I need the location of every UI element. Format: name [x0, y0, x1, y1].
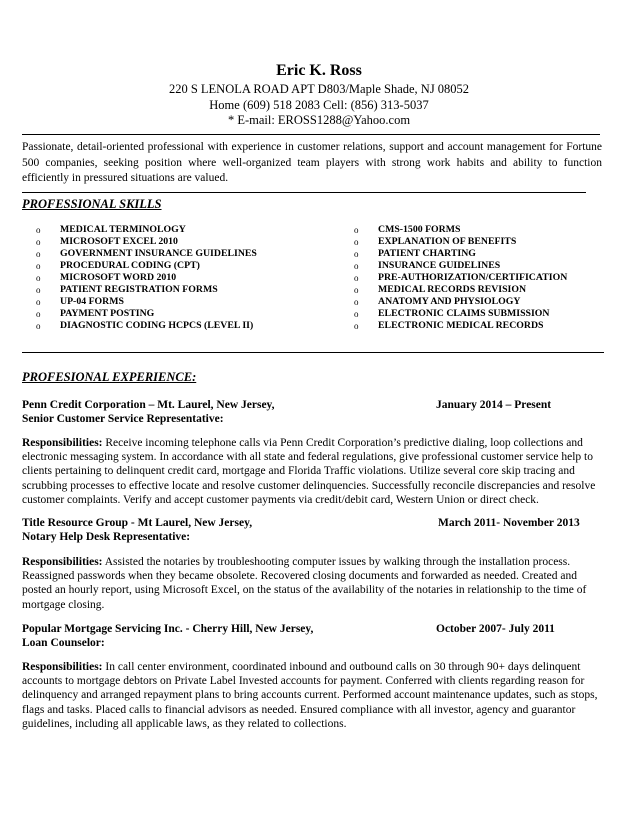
candidate-name: Eric K. Ross	[276, 62, 362, 79]
divider	[22, 192, 586, 193]
responsibilities-label: Responsibilities:	[22, 437, 103, 449]
skill-item	[354, 224, 567, 236]
skill-label: ANATOMY AND PHYSIOLOGY	[378, 296, 521, 307]
skill-item	[354, 272, 567, 284]
phone-line: Home (609) 518 2083 Cell: (856) 313-5037	[209, 98, 429, 112]
skill-label: ELECTRONIC CLAIMS SUBMISSION	[378, 308, 550, 319]
skill-label: PATIENT CHARTING	[378, 248, 476, 259]
bullet: o	[354, 297, 359, 307]
skill-item	[36, 236, 257, 248]
skills-list-right	[354, 224, 567, 332]
skill-item	[354, 296, 567, 308]
skill-label: MICROSOFT WORD 2010	[60, 272, 177, 283]
skill-item	[354, 248, 567, 260]
bullet: o	[354, 237, 359, 247]
bullet: o	[354, 273, 359, 283]
skill-item	[36, 248, 257, 260]
skill-label: UP-04 FORMS	[60, 296, 124, 307]
skill-label: PRE-AUTHORIZATION/CERTIFICATION	[378, 272, 568, 283]
skill-item	[36, 308, 257, 320]
skills-list-left	[36, 224, 257, 332]
responsibilities-text: In call center environment, coordinated inbound and outbound calls on 30 through 90+ days delinquent accounts to mortgage debtors on Private Label Invested accounts for payment. Conferred with clients regarding reason for delinquency and arranged repayment plans to bring accounts current. Performed account maintenance updates, such as stops, flags and tasks. Placed calls to financial advisors as needed. Ensured compliance with all investor, agency and guarantor guidelines, including all applicable laws, as they related to collections.	[22, 661, 598, 730]
skill-item	[36, 296, 257, 308]
skill-label: MEDICAL TERMINOLOGY	[60, 224, 186, 235]
skill-item	[354, 236, 567, 248]
address-line: 220 S LENOLA ROAD APT D803/Maple Shade, NJ 08052	[168, 82, 470, 96]
section-title-skills: PROFESSIONAL SKILLS	[22, 197, 162, 211]
job-role: Loan Counselor:	[22, 637, 105, 649]
skill-label: GOVERNMENT INSURANCE GUIDELINES	[60, 248, 257, 259]
skill-item	[36, 224, 257, 236]
job-dates: March 2011- November 2013	[438, 517, 580, 529]
job-dates: January 2014 – Present	[436, 399, 552, 411]
skill-label: PAYMENT POSTING	[60, 308, 155, 319]
bullet: o	[36, 273, 41, 283]
bullet: o	[36, 285, 41, 295]
job-responsibilities	[22, 436, 608, 507]
bullet: o	[36, 309, 41, 319]
bullet: o	[36, 225, 41, 235]
job-responsibilities	[22, 555, 608, 612]
skill-label: DIAGNOSTIC CODING HCPCS (LEVEL II)	[60, 320, 254, 331]
job-responsibilities	[22, 660, 608, 731]
job-role: Senior Customer Service Representative:	[22, 413, 224, 425]
bullet: o	[354, 249, 359, 259]
responsibilities-text: Receive incoming telephone calls via Penn Credit Corporation’s predictive dialing, loop collections and electronic messaging system. In accordance with all state and federal regulations, give professional customer service help to clients pertaining to delinquent credit card, mortgage and Florida Traffic violations. Utilize several core skip tracing and scrubbing processes to effective locate and resolve customer delinquencies. Successfully reconcile discrepancies and resolve customer complaints. Verify and accept customer payments via credit/debit card, Western Union or direct check.	[22, 437, 596, 506]
skill-item	[354, 260, 567, 272]
divider	[22, 134, 600, 135]
skill-label: EXPLANATION OF BENEFITS	[378, 236, 517, 247]
skill-item	[354, 320, 567, 332]
section-title-experience: PROFESIONAL EXPERIENCE:	[22, 370, 197, 384]
skill-item	[36, 272, 257, 284]
responsibilities-text: Assisted the notaries by troubleshooting computer issues by walking through the installation process. Reassigned passwords when they became obsolete. Recovered closing documents and forwarded as needed. Created and posted an hourly report, using Microsoft Excel, on the status of the availability of the notaries in relationship to the time of mortgage closing.	[22, 556, 587, 611]
responsibilities-label: Responsibilities:	[22, 556, 103, 568]
job-company: Title Resource Group - Mt Laurel, New Jersey,	[22, 517, 253, 529]
job-header	[22, 516, 602, 544]
bullet: o	[36, 261, 41, 271]
job-dates: October 2007- July 2011	[436, 623, 555, 635]
skill-label: INSURANCE GUIDELINES	[378, 260, 501, 271]
skill-label: CMS-1500 FORMS	[378, 224, 461, 235]
skill-item	[36, 260, 257, 272]
divider	[22, 352, 604, 353]
bullet: o	[354, 261, 359, 271]
responsibilities-label: Responsibilities:	[22, 661, 103, 673]
skill-label: MEDICAL RECORDS REVISION	[378, 284, 527, 295]
job-header	[22, 622, 602, 650]
bullet: o	[354, 225, 359, 235]
skill-item	[354, 284, 567, 296]
job-header	[22, 398, 602, 426]
skill-label: ELECTRONIC MEDICAL RECORDS	[378, 320, 544, 331]
bullet: o	[354, 285, 359, 295]
job-company: Popular Mortgage Servicing Inc. - Cherry Hill, New Jersey,	[22, 623, 314, 635]
skill-item	[36, 320, 257, 332]
bullet: o	[36, 249, 41, 259]
skill-label: MICROSOFT EXCEL 2010	[60, 236, 178, 247]
job-role: Notary Help Desk Representative:	[22, 531, 191, 543]
skill-item	[36, 284, 257, 296]
skill-label: PATIENT REGISTRATION FORMS	[60, 284, 218, 295]
bullet: o	[36, 297, 41, 307]
bullet: o	[36, 237, 41, 247]
bullet: o	[354, 321, 359, 331]
summary-paragraph: Passionate, detail-oriented professional with experience in customer relations, support and account management for Fortune 500 companies, seeking position where well-organized team players with strong work habits and ability to function efficiently in pressured situations are valued.	[22, 141, 602, 184]
job-company: Penn Credit Corporation – Mt. Laurel, New Jersey,	[22, 399, 275, 411]
skill-item	[354, 308, 567, 320]
email-line: * E-mail: EROSS1288@Yahoo.com	[227, 113, 411, 127]
skill-label: PROCEDURAL CODING (CPT)	[60, 260, 200, 271]
bullet: o	[36, 321, 41, 331]
bullet: o	[354, 309, 359, 319]
